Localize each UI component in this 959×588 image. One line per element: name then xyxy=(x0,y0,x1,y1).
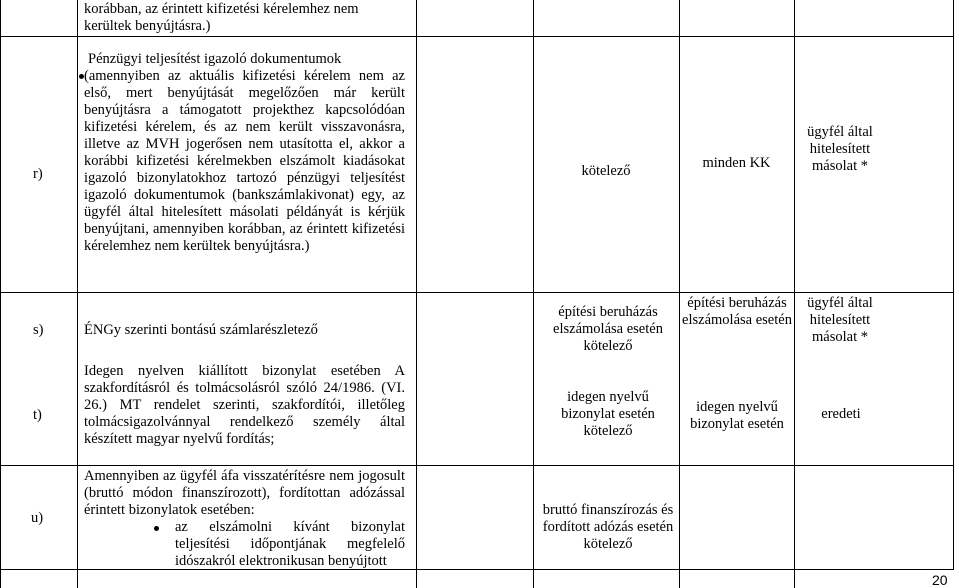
row-u-label: u) xyxy=(31,510,44,526)
row-s-col3: építési beruházás elszámolása esetén kötelező xyxy=(553,304,663,354)
row-u-bullet-icon xyxy=(154,526,159,531)
row-r-body: (amennyiben az aktuális kifizetési kérelem nem az első, mert benyújtását megelőzően már került benyújtásra a támogatott projekthez kapcsolódóan kifizetési kérelem, és az nem került visszavonásra, illetve az MVH jogerősen nem utasította el, akkor a korábbi kifizetési kérelmekben elszámolt kiadásokat igazoló bizonylatokhoz tartozó pénzügyi teljesítést igazoló dokumentumok (bankszámlakivonat) egy, az ügyfél által hitelesített másolati példányát is kérjük benyújtani, amennyiben korábban, az érintett kifizetési kérelemhez nem kerültek benyújtásra.) xyxy=(84,68,405,254)
row-r-label: r) xyxy=(33,166,43,182)
row-s-col4: építési beruházás elszámolása esetén xyxy=(682,295,792,328)
row-t-col4: idegen nyelvű bizonylat esetén xyxy=(690,399,784,432)
page-number: 20 xyxy=(932,572,948,588)
row-s-label: s) xyxy=(33,322,44,338)
row-s-col5: ügyfél által hitelesített másolat * xyxy=(807,295,873,345)
row-u-desc: Amennyiben az ügyfél áfa visszatérítésre nem jogosult (bruttó módon finanszírozott), fordítottan adózással érintett bizonylatok esetében: xyxy=(84,468,405,518)
row-divider-r-s xyxy=(0,292,954,293)
row-r-col5: ügyfél által hitelesített másolat * xyxy=(807,124,873,174)
table-col4-divider xyxy=(679,0,680,588)
row-t-col5: eredeti xyxy=(821,406,861,422)
row-r-title: Pénzügyi teljesítést igazoló dokumentumok xyxy=(88,51,342,67)
top-row-desc-line-2: kerültek benyújtásra.) xyxy=(84,18,211,34)
row-divider-t-u xyxy=(0,465,954,466)
row-t-label: t) xyxy=(33,407,42,423)
row-s-desc: ÉNGy szerinti bontású számlarészletező xyxy=(84,322,318,338)
table-left-border xyxy=(0,0,1,588)
table-col3-divider xyxy=(533,0,534,588)
row-r-col3: kötelező xyxy=(581,163,631,179)
top-row-desc-line-1: korábban, az érintett kifizetési kérelemhez nem xyxy=(84,1,359,17)
row-u-col3: bruttó finanszírozás és fordított adózás esetén kötelező xyxy=(542,502,674,552)
table-col5-divider xyxy=(794,0,795,588)
table-col2-divider xyxy=(416,0,417,588)
row-t-desc: Idegen nyelven kiállított bizonylat esetében A szakfordításról és tolmácsolásról szóló 24/1986. (VI. 26.) MT rendelet szerinti, szakfordítói, illetőleg tolmácsigazolvánnyal rendelkező személy által készített magyar nyelvű fordítás; xyxy=(84,363,405,447)
row-u-bullet-text: az elszámolni kívánt bizonylat teljesítési időpontjának megfelelő idószakról elektronikusan benyújtott xyxy=(175,519,405,569)
row-r-col4: minden KK xyxy=(702,155,771,171)
table-right-border xyxy=(953,0,954,570)
row-t-col3: idegen nyelvű bizonylat esetén kötelező xyxy=(561,389,655,439)
table-col1-divider xyxy=(77,0,78,588)
row-divider-top xyxy=(0,36,954,37)
table-bottom-border xyxy=(0,569,954,570)
